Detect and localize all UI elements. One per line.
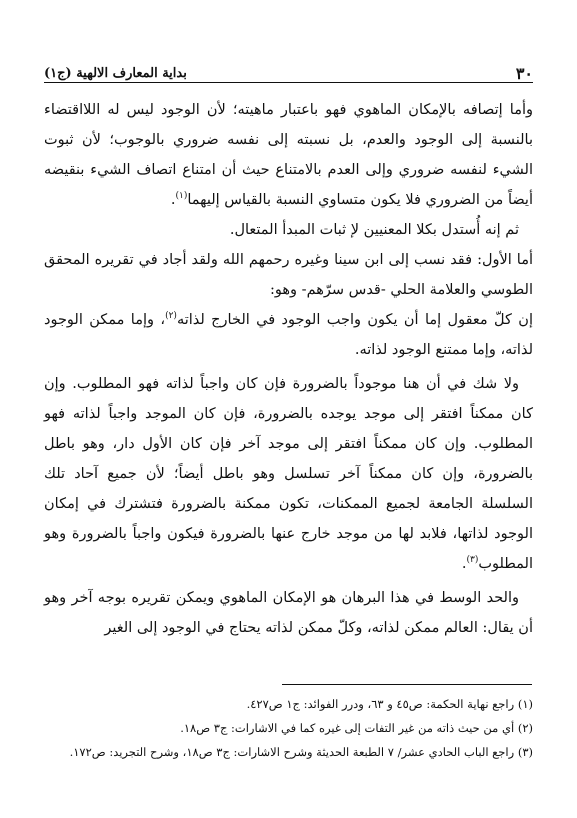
footnotes xyxy=(44,692,533,764)
paragraph: وأما إتصافه بالإمكان الماهوي فهو باعتبار ماهيته؛ لأن الوجود ليس له اللااقتضاء بالنسبة إلى الوجود والعدم، بل نسبته إلى نفسه ضروري بالوجوب؛ لأن ثبوت الشيء لنفسه ضروري وإلى العدم بالامتناع حيث أن امتناع اتصاف الشيء بنقيضه أيضاً من الضروري فلا يكون متساوي النسبة بالقياس إليهما$^{(١)}$. xyxy=(44,102,533,208)
page-header xyxy=(44,58,533,88)
footnote-ref: (١) xyxy=(175,191,188,202)
running-title: بداية المعارف الالهية (ج١) xyxy=(44,65,187,81)
footnote-ref: (٣) xyxy=(466,555,479,566)
footnote-ref: (٢) xyxy=(165,311,177,322)
paragraph: أما الأول: فقد نسب إلى ابن سينا وغيره رحمهم الله ولقد أجاد في تقريره المحقق الطوسي والعلامة الحلي -قدس سرّهم- وهو: xyxy=(44,252,533,298)
paragraph: ولا شك في أن هنا موجوداً بالضرورة فإن كان واجباً لذاته فهو المطلوب. وإن كان ممكناً افتقر إلى موجد يوجده بالضرورة، فإن كان الموجد واجباً لذاته فهو المطلوب. وإن كان ممكناً افتقر إلى موجد آخر فإن كان الأول دار، وهو باطل بالضرورة، وإن كان ممكناً آخر تسلسل وهو باطل أيضاً؛ لأن جميع آحاد تلك السلسلة الجامعة لجميع الممكنات، تكون ممكنة بالضرورة فتشترك في إمكان الوجود لذاتها، فلابد لها من موجد خارج عنها بالضرورة فيكون واجباً بالضرورة وهو المطلوب$^{(٣)}$. xyxy=(44,376,533,572)
footnote: (٣) راجع الباب الحادي عشر/ ٧ الطبعة الحديثة وشرح الاشارات: ج٣ ص١٨، وشرح التجريد: ص١٧٢. xyxy=(69,745,533,759)
paragraph: والحد الوسط في هذا البرهان هو الإمكان الماهوي ويمكن تقريره بوجه آخر وهو أن يقال: العالم ممكن لذاته، وكلّ ممكن لذاته يحتاج في الوجود إلى الغير xyxy=(44,590,533,636)
footnote: (٢) أي من حيث ذاته من غير التفات إلى غيره كما في الاشارات: ج٣ ص١٨. xyxy=(180,721,533,735)
footnote: (١) راجع نهاية الحكمة: ص٤٥ و ٦٣، ودرر الفوائد: ج١ ص٤٢٧. xyxy=(246,697,533,711)
main-text xyxy=(44,95,533,643)
page-number: ٣٠ xyxy=(515,63,533,83)
paragraph: إن كلّ معقول إما أن يكون واجب الوجود في الخارج لذاته$^{(٢)}$، وإما ممكن الوجود لذاته، وإما ممتنع الوجود لذاته. xyxy=(44,311,533,358)
paragraph: ثم إنه أُستدل بكلا المعنيين لإ ثبات المبدأ المتعال. xyxy=(229,222,519,238)
header-rule xyxy=(44,82,533,83)
footnote-rule xyxy=(282,684,532,685)
